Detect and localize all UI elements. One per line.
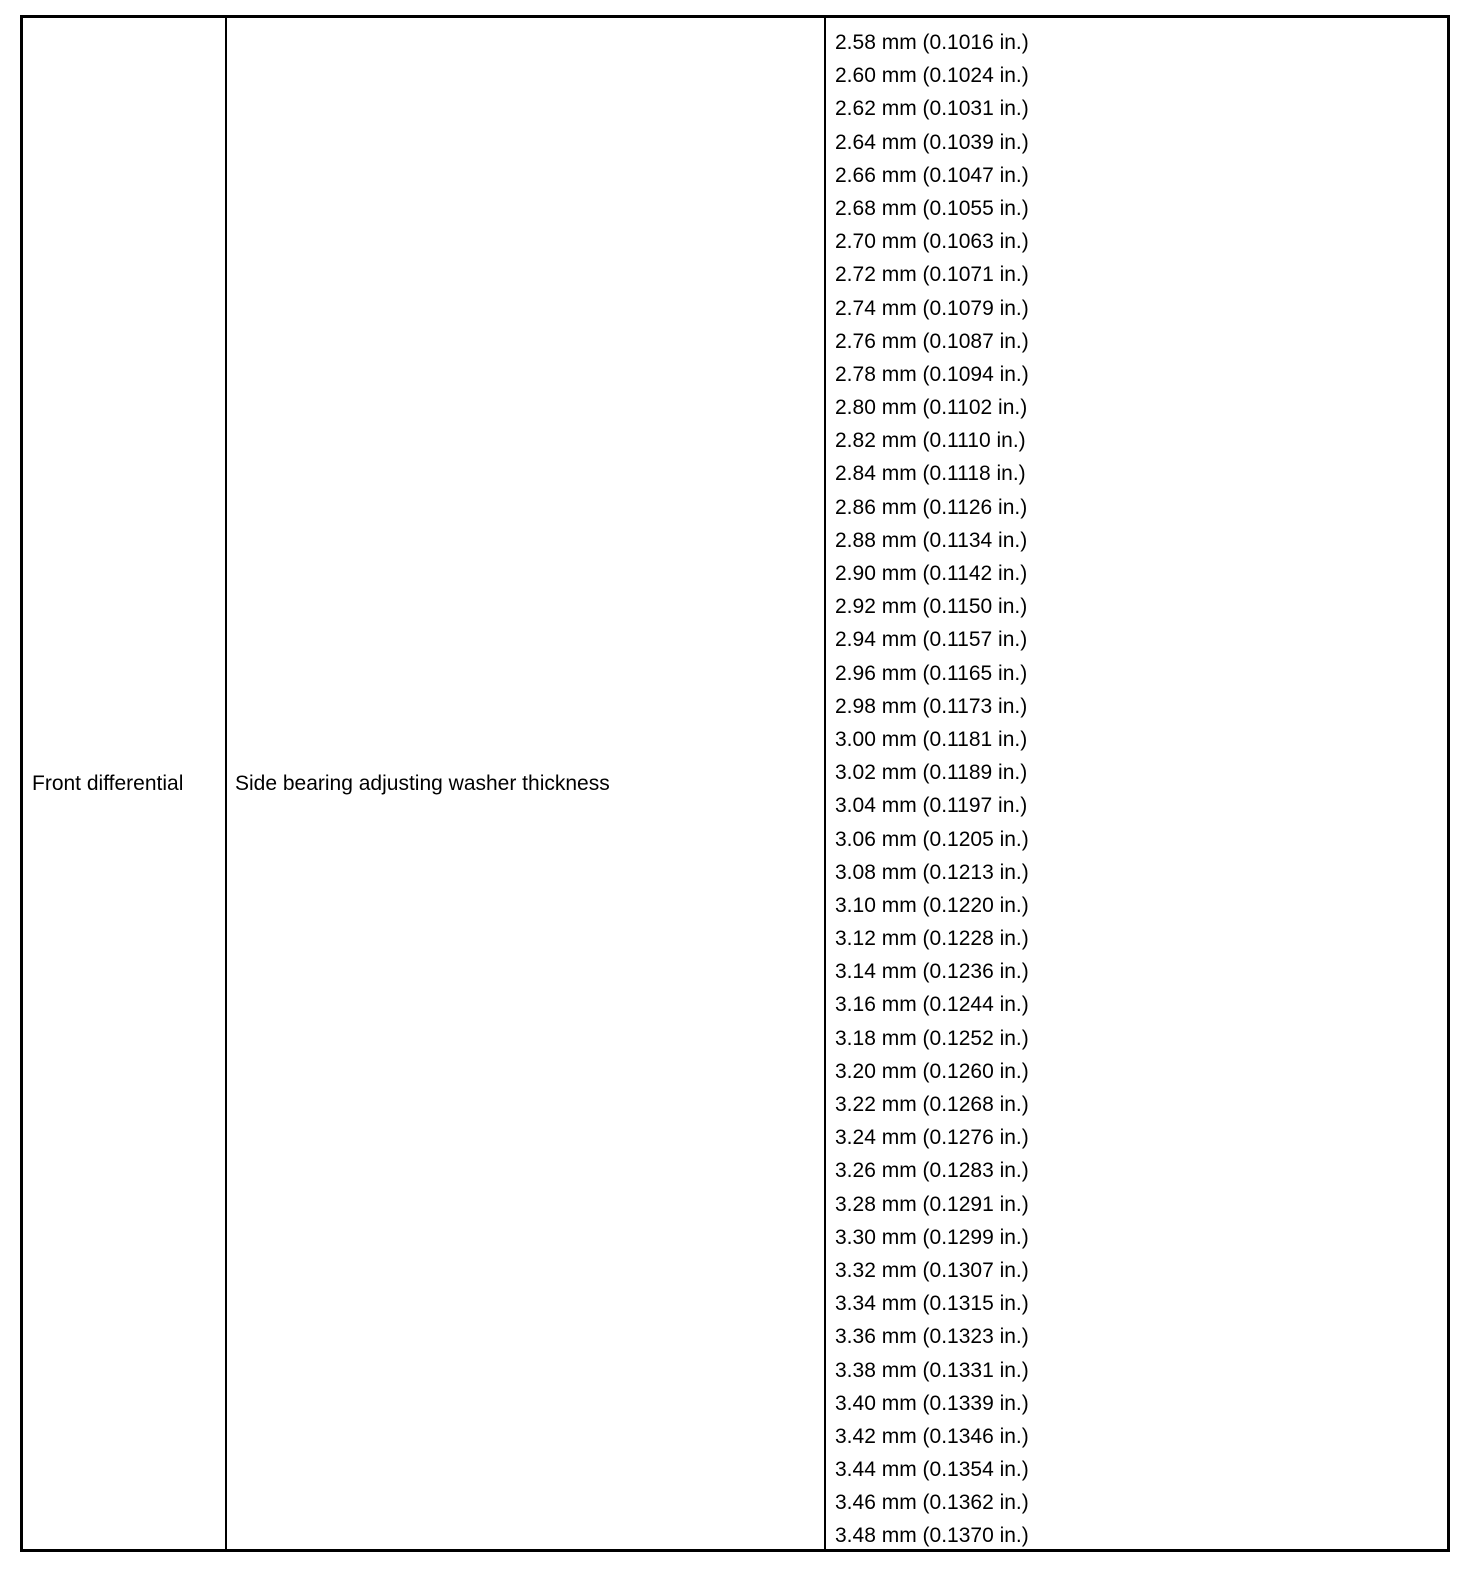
washer-thickness-value: 2.78 mm (0.1094 in.): [835, 362, 1029, 386]
washer-thickness-value: 2.92 mm (0.1150 in.): [835, 595, 1028, 619]
washer-thickness-value: 2.86 mm (0.1126 in.): [835, 495, 1028, 519]
washer-thickness-value: 3.32 mm (0.1307 in.): [835, 1258, 1029, 1282]
washer-thickness-value: 3.14 mm (0.1236 in.): [835, 960, 1029, 984]
washer-thickness-list: [835, 26, 1447, 1553]
washer-thickness-value: 2.98 mm (0.1173 in.): [835, 694, 1028, 718]
component-label: Front differential: [32, 771, 184, 795]
washer-thickness-value: 2.72 mm (0.1071 in.): [835, 263, 1029, 287]
washer-thickness-value: 3.10 mm (0.1220 in.): [835, 893, 1029, 917]
component-cell: [23, 18, 227, 1549]
washer-thickness-value: 2.82 mm (0.1110 in.): [835, 429, 1026, 453]
washer-thickness-value: 3.04 mm (0.1197 in.): [835, 794, 1028, 818]
washer-thickness-value: 3.16 mm (0.1244 in.): [835, 993, 1029, 1017]
values-cell: [826, 18, 1447, 1549]
washer-thickness-value: 3.06 mm (0.1205 in.): [835, 827, 1029, 851]
washer-thickness-value: 2.94 mm (0.1157 in.): [835, 628, 1028, 652]
washer-thickness-value: 3.38 mm (0.1331 in.): [835, 1358, 1029, 1382]
washer-thickness-value: 3.28 mm (0.1291 in.): [835, 1192, 1029, 1216]
washer-thickness-value: 2.62 mm (0.1031 in.): [835, 97, 1029, 121]
item-cell: [227, 18, 826, 1549]
item-label: Side bearing adjusting washer thickness: [235, 771, 610, 795]
washer-thickness-value: 3.20 mm (0.1260 in.): [835, 1059, 1029, 1083]
washer-thickness-value: 2.88 mm (0.1134 in.): [835, 528, 1028, 552]
washer-thickness-value: 2.60 mm (0.1024 in.): [835, 64, 1029, 88]
spec-table: [20, 15, 1450, 1552]
washer-thickness-value: 3.00 mm (0.1181 in.): [835, 727, 1028, 751]
washer-thickness-value: 3.34 mm (0.1315 in.): [835, 1292, 1029, 1316]
washer-thickness-value: 3.18 mm (0.1252 in.): [835, 1026, 1029, 1050]
washer-thickness-value: 3.22 mm (0.1268 in.): [835, 1093, 1029, 1116]
washer-thickness-value: 2.70 mm (0.1063 in.): [835, 230, 1029, 254]
washer-thickness-value: 2.96 mm (0.1165 in.): [835, 661, 1028, 685]
washer-thickness-value: 2.58 mm (0.1016 in.): [835, 31, 1029, 54]
washer-thickness-value: 2.84 mm (0.1118 in.): [835, 462, 1026, 486]
washer-thickness-value: 2.66 mm (0.1047 in.): [835, 163, 1029, 187]
washer-thickness-value: 2.68 mm (0.1055 in.): [835, 196, 1029, 220]
washer-thickness-value: 2.74 mm (0.1079 in.): [835, 296, 1029, 320]
washer-thickness-value: 2.76 mm (0.1087 in.): [835, 329, 1029, 353]
washer-thickness-value: 3.42 mm (0.1346 in.): [835, 1424, 1029, 1448]
washer-thickness-value: 2.80 mm (0.1102 in.): [835, 396, 1028, 420]
washer-thickness-value: 3.02 mm (0.1189 in.): [835, 761, 1028, 785]
washer-thickness-value: 3.24 mm (0.1276 in.): [835, 1126, 1029, 1150]
washer-thickness-value: 2.64 mm (0.1039 in.): [835, 130, 1029, 154]
washer-thickness-value: 3.44 mm (0.1354 in.): [835, 1458, 1029, 1482]
washer-thickness-value: 3.30 mm (0.1299 in.): [835, 1225, 1029, 1249]
washer-thickness-value: 3.26 mm (0.1283 in.): [835, 1159, 1029, 1183]
washer-thickness-value: 3.12 mm (0.1228 in.): [835, 927, 1029, 951]
washer-thickness-value: 3.08 mm (0.1213 in.): [835, 860, 1029, 884]
washer-thickness-value: 3.48 mm (0.1370 in.): [835, 1524, 1029, 1548]
washer-thickness-value: 3.46 mm (0.1362 in.): [835, 1491, 1029, 1515]
washer-thickness-value: 3.36 mm (0.1323 in.): [835, 1325, 1029, 1349]
washer-thickness-value: 2.90 mm (0.1142 in.): [835, 562, 1028, 585]
washer-thickness-value: 3.40 mm (0.1339 in.): [835, 1391, 1029, 1415]
